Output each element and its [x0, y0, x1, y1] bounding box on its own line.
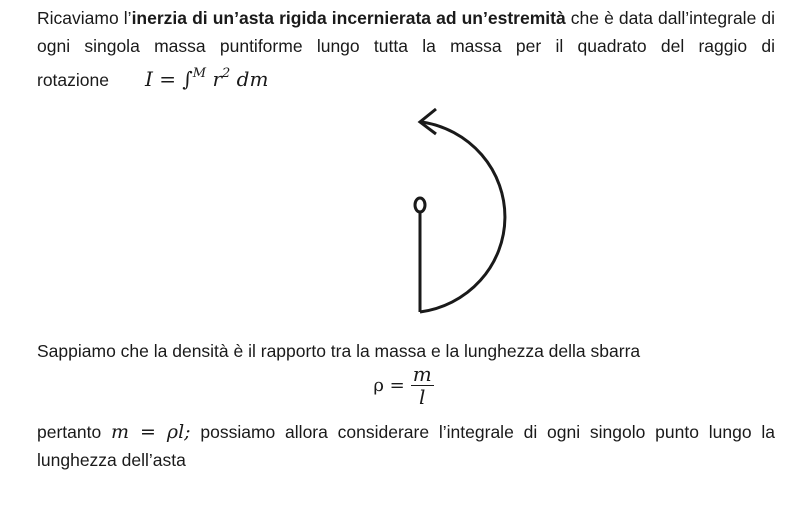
paragraph-density	[37, 337, 775, 365]
hinge-pivot	[415, 198, 425, 212]
intro-rest: che è data dall’integrale di ogni singola massa puntiforme lungo tutta la massa per il quadrato del raggio di rotazione	[37, 8, 776, 90]
therefore-prefix: pertanto	[37, 422, 112, 442]
fraction-numerator: m	[412, 362, 432, 386]
arrow-head-icon	[420, 109, 436, 134]
paragraph-inertia-intro	[37, 4, 775, 94]
formula-lhs: I = ∫	[145, 67, 193, 91]
formula-exponent: 2	[222, 66, 231, 81]
integral-upper-limit: M	[192, 66, 207, 81]
formula-dm: dm	[230, 67, 269, 91]
bold-phrase: inerzia di un’asta rigida incernierata ad un’estremità	[131, 8, 566, 28]
therefore-rest: possiamo allora considerare l’integrale di ogni singolo punto lungo la lunghezza dell’asta	[37, 422, 775, 470]
intro-text: Ricaviamo l’	[37, 8, 132, 28]
mass-relation-formula: m = ρl;	[111, 421, 191, 443]
density-formula	[0, 363, 807, 408]
paragraph-therefore	[37, 418, 775, 474]
inertia-integral-formula	[145, 67, 268, 91]
rotating-rod-diagram	[400, 100, 540, 325]
density-lhs: ρ =	[373, 375, 405, 396]
formula-r: r	[206, 67, 223, 91]
density-text: Sappiamo che la densità è il rapporto tra la massa e la lunghezza della sbarra	[37, 341, 641, 361]
fraction	[411, 363, 434, 408]
rotation-arc	[420, 122, 505, 312]
fraction-denominator: l	[418, 385, 426, 409]
